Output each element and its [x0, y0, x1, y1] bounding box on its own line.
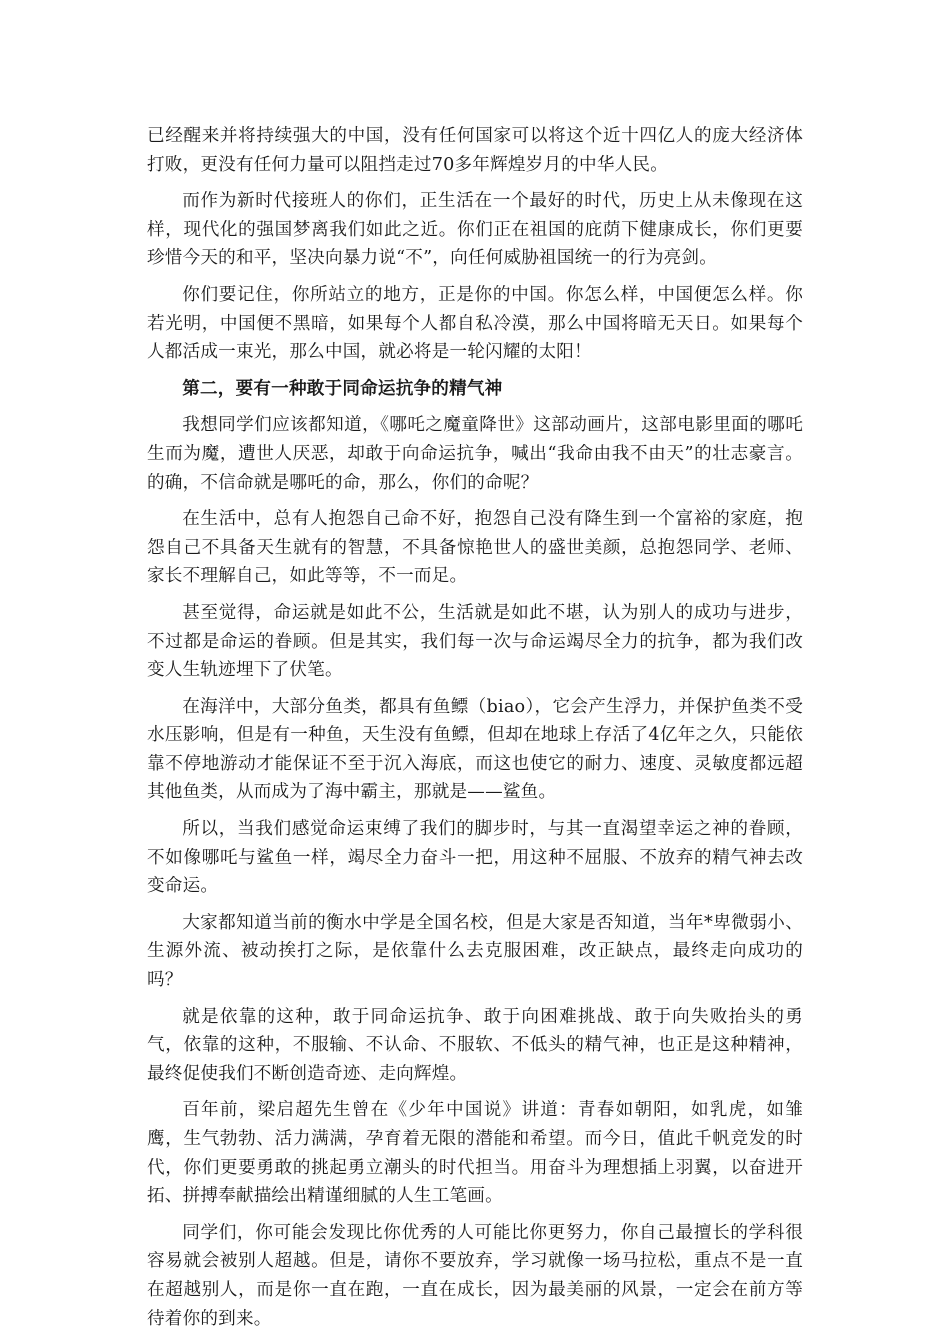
paragraph-continued: 已经醒来并将持续强大的中国，没有任何国家可以将这个近十四亿人的庞大经济体打败，更没有任何力量可以阻挡走过70多年辉煌岁月的中华人民。 [147, 126, 803, 175]
paragraph: 而作为新时代接班人的你们，正生活在一个最好的时代，历史上从未像现在这样，现代化的强国梦离我们如此之近。你们正在祖国的庇荫下健康成长，你们更要珍惜今天的和平，坚决向暴力说“不”，向任何威胁祖国统一的行为亮剑。 [147, 191, 803, 269]
paragraph: 甚至觉得，命运就是如此不公，生活就是如此不堪，认为别人的成功与进步，不过都是命运的眷顾。但是其实，我们每一次与命运竭尽全力的抗争，都为我们改变人生轨迹埋下了伏笔。 [147, 602, 803, 681]
paragraph: 大家都知道当前的衡水中学是全国名校，但是大家是否知道，当年*卑微弱小、生源外流、被动挨打之际，是依靠什么去克服困难，改正缺点，最终走向成功的吗？ [147, 912, 803, 991]
section-heading: 第二，要有一种敢于同命运抗争的精气神 [182, 377, 503, 399]
paragraph: 所以，当我们感觉命运束缚了我们的脚步时，与其一直渴望幸运之神的眷顾，不如像哪吒与鲨鱼一样，竭尽全力奋斗一把，用这种不屈服、不放弃的精气神去改变命运。 [147, 819, 803, 897]
paragraph: 我想同学们应该都知道，《哪吒之魔童降世》这部动画片，这部电影里面的哪吒生而为魔，遭世人厌恶，却敢于向命运抗争，喊出“我命由我不由天”的壮志豪言。的确，不信命就是哪吒的命，那么，你们的命呢？ [147, 415, 803, 493]
paragraph: 在海洋中，大部分鱼类，都具有鱼鳔（biao），它会产生浮力，并保护鱼类不受水压影响，但是有一种鱼，天生没有鱼鳔，但却在地球上存活了4亿年之久，只能依靠不停地游动才能保证不至于沉入海底，而这也使它的耐力、速度、灵敏度都远超其他鱼类，从而成为了海中霸主，那就是——鲨鱼。 [147, 696, 803, 803]
paragraph: 在生活中，总有人抱怨自己命不好，抱怨自己没有降生到一个富裕的家庭，抱怨自己不具备天生就有的智慧，不具备惊艳世人的盛世美颜，总抱怨同学、老师、家长不理解自己，如此等等，不一而足。 [147, 509, 803, 587]
paragraph: 你们要记住，你所站立的地方，正是你的中国。你怎么样，中国便怎么样。你若光明，中国便不黑暗，如果每个人都自私冷漠，那么中国将暗无天日。如果每个人都活成一束光，那么中国，就必将是一轮闪耀的太阳！ [147, 284, 803, 363]
document-page [147, 122, 803, 1341]
paragraph: 百年前，梁启超先生曾在《少年中国说》讲道：青春如朝阳，如乳虎，如雏鹰，生气勃勃、活力满满，孕育着无限的潜能和希望。而今日，值此千帆竞发的时代，你们更要勇敢的挑起勇立潮头的时代担当。用奋斗为理想插上羽翼，以奋进开拓、拼搏奉献描绘出精谨细腻的人生工笔画。 [147, 1100, 803, 1207]
paragraph: 就是依靠的这种，敢于同命运抗争、敢于向困难挑战、敢于向失败抬头的勇气，依靠的这种，不服输、不认命、不服软、不低头的精气神，也正是这种精神，最终促使我们不断创造奇迹、走向辉煌。 [147, 1006, 803, 1084]
paragraph: 同学们，你可能会发现比你优秀的人可能比你更努力，你自己最擅长的学科很容易就会被别人超越。但是，请你不要放弃，学习就像一场马拉松，重点不是一直在超越别人，而是你一直在跑，一直在成长，因为最美丽的风景，一定会在前方等待着你的到来。 [147, 1222, 803, 1329]
